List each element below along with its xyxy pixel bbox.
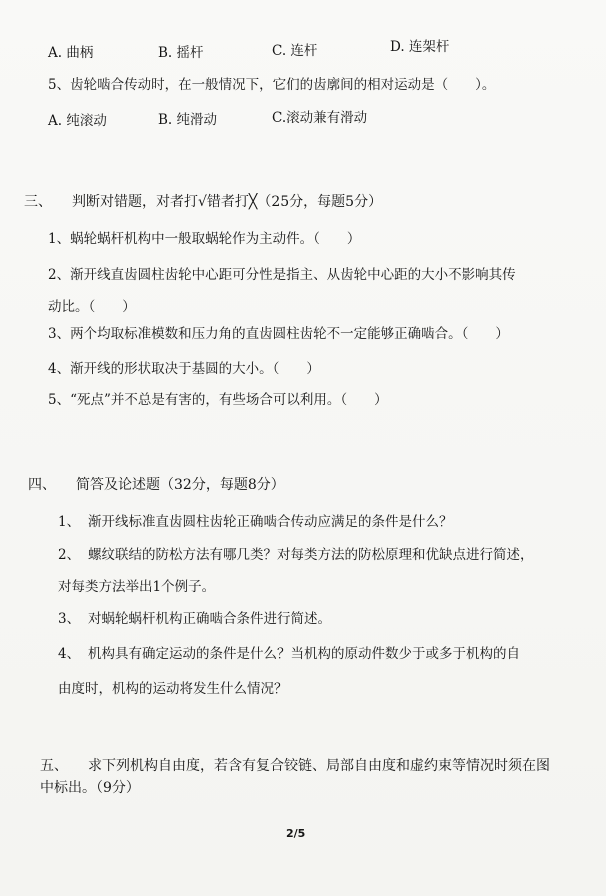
q4-option-c: C. 连杆 bbox=[272, 43, 318, 59]
s3-item-1: 1、蜗轮蜗杆机构中一般取蜗轮作为主动件。（ ） bbox=[48, 231, 361, 247]
s4-item-2-cont-text: 对每类方法举出1个例子。 bbox=[58, 579, 216, 595]
s4-item-1 bbox=[58, 513, 453, 531]
s4-item-2 bbox=[58, 546, 534, 564]
s4-item-4-cont bbox=[58, 680, 288, 698]
section-4-heading bbox=[28, 476, 285, 494]
q5-option-a: A. 纯滚动 bbox=[48, 113, 107, 129]
s4-item-1-text: 渐开线标准直齿圆柱齿轮正确啮合传动应满足的条件是什么？ bbox=[88, 514, 453, 530]
s4-item-4 bbox=[58, 645, 520, 663]
q4-option-a: A. 曲柄 bbox=[48, 45, 94, 61]
s3-item-2-cont: 动比。（ ） bbox=[48, 299, 136, 315]
s4-item-4-text: 机构具有确定运动的条件是什么？当机构的原动件数少于或多于机构的自 bbox=[88, 646, 520, 662]
section-5-heading bbox=[40, 757, 550, 775]
q5-option-c: C.滚动兼有滑动 bbox=[272, 110, 368, 126]
s4-item-4-number: 4、 bbox=[58, 646, 81, 662]
s3-item-2: 2、渐开线直齿圆柱齿轮中心距可分性是指主、从齿轮中心距的大小不影响其传 bbox=[48, 267, 516, 283]
section-5-title-line1: 求下列机构自由度，若含有复合铰链、局部自由度和虚约束等情况时须在图 bbox=[88, 758, 550, 774]
section-5-number: 五、 bbox=[40, 758, 68, 774]
q4-option-b: B. 摇杆 bbox=[158, 45, 204, 61]
section-3-heading bbox=[24, 193, 382, 211]
q4-option-d: D. 连架杆 bbox=[390, 39, 450, 55]
s4-item-1-number: 1、 bbox=[58, 514, 81, 530]
section-4-number: 四、 bbox=[28, 477, 56, 493]
q5-option-b: B. 纯滑动 bbox=[158, 112, 218, 128]
s4-item-3-text: 对蜗轮蜗杆机构正确啮合条件进行简述。 bbox=[88, 611, 331, 627]
s4-item-2-text: 螺纹联结的防松方法有哪几类？对每类方法的防松原理和优缺点进行简述， bbox=[88, 547, 534, 563]
s4-item-3-number: 3、 bbox=[58, 611, 81, 627]
s4-item-4-cont-text: 由度时，机构的运动将发生什么情况？ bbox=[58, 681, 288, 697]
s3-item-3: 3、两个均取标准模数和压力角的直齿圆柱齿轮不一定能够正确啮合。（ ） bbox=[48, 326, 509, 342]
s4-item-2-cont bbox=[58, 578, 215, 596]
section-3-number: 三、 bbox=[24, 194, 52, 210]
s3-item-5: 5、“死点”并不总是有害的，有些场合可以利用。（ ） bbox=[48, 392, 388, 408]
section-3-title: 判断对错题，对者打√错者打╳（25分，每题5分） bbox=[72, 194, 383, 210]
page-number: 2/5 bbox=[286, 827, 306, 840]
q5-text: 5、齿轮啮合传动时，在一般情况下，它们的齿廓间的相对运动是（ ）。 bbox=[48, 77, 496, 93]
s3-item-4: 4、渐开线的形状取决于基圆的大小。（ ） bbox=[48, 361, 320, 377]
section-5-title-line2: 中标出。（9分） bbox=[40, 780, 140, 796]
s4-item-3 bbox=[58, 610, 331, 628]
s4-item-2-number: 2、 bbox=[58, 547, 81, 563]
section-4-title: 简答及论述题（32分，每题8分） bbox=[76, 477, 285, 493]
